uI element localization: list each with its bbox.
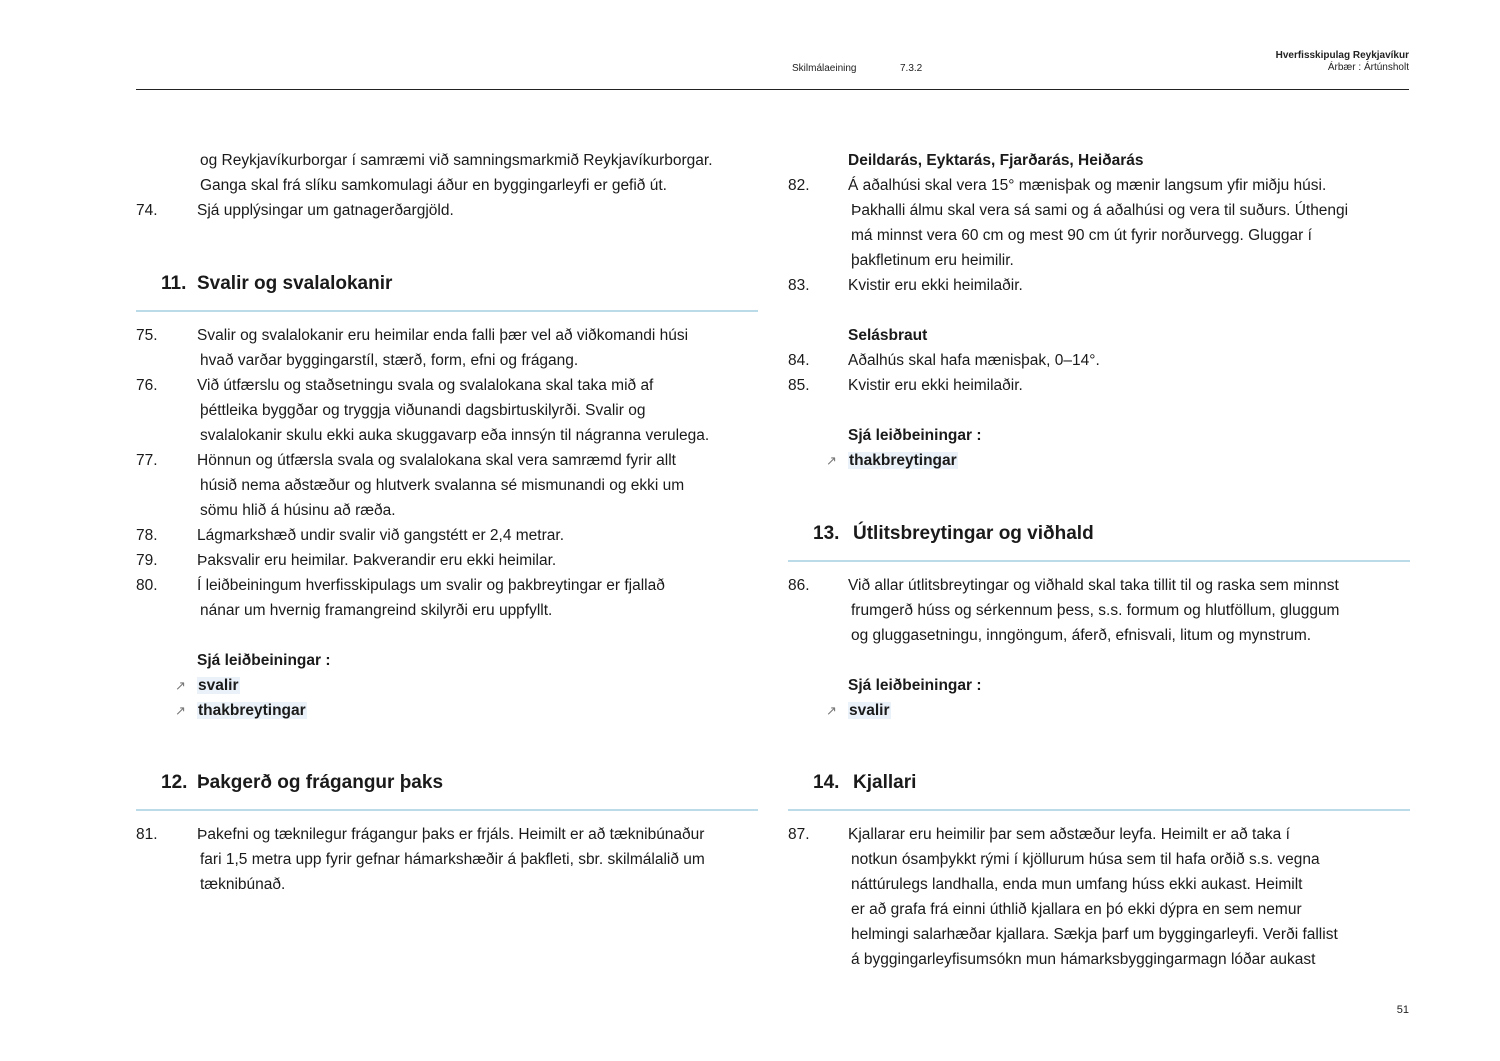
item-text-line: Þaksvalir eru heimilar. Þakverandir eru ekki heimilar. bbox=[197, 552, 557, 569]
section-rule bbox=[136, 809, 758, 811]
item-number: 77. bbox=[136, 452, 158, 469]
item-text-line: helmingi salarhæðar kjallara. Sækja þarf um byggingarleyfi. Verði fallist bbox=[851, 926, 1338, 943]
item-number: 84. bbox=[788, 352, 810, 369]
section-rule bbox=[788, 809, 1410, 811]
item-text-line: Svalir og svalalokanir eru heimilar enda falli þær vel að viðkomandi húsi bbox=[197, 327, 689, 344]
item-number: 83. bbox=[788, 277, 810, 294]
item-text-line: Aðalhús skal hafa mænisþak, 0–14°. bbox=[848, 352, 1100, 369]
item-text-line: sömu hlið á húsinu að ræða. bbox=[200, 502, 396, 519]
external-link-arrow-icon: ↗ bbox=[826, 703, 837, 718]
item-text-line: nánar um hvernig framangreind skilyrði eru uppfyllt. bbox=[200, 602, 553, 619]
section-heading: Þakgerð og frágangur þaks bbox=[197, 772, 444, 793]
item-text-line: Hönnun og útfærsla svala og svalalokana skal vera samræmd fyrir allt bbox=[197, 452, 676, 469]
item-text-line: náttúrulegs landhalla, enda mun umfang húss ekki aukast. Heimilt bbox=[851, 876, 1303, 893]
item-text-line: hvað varðar byggingarstíl, stærð, form, efni og frágang. bbox=[200, 352, 579, 369]
external-link-arrow-icon: ↗ bbox=[175, 703, 186, 718]
item-text-line: Kvistir eru ekki heimilaðir. bbox=[848, 377, 1023, 394]
item-number: 79. bbox=[136, 552, 158, 569]
guideline-link[interactable] bbox=[197, 673, 240, 698]
see-guidelines-label: Sjá leiðbeiningar : bbox=[848, 427, 982, 444]
section-number: 14. bbox=[813, 772, 840, 793]
item-number: 81. bbox=[136, 826, 158, 843]
guideline-link-text[interactable]: thakbreytingar bbox=[198, 702, 306, 719]
item-text-line: svalalokanir skulu ekki auka skuggavarp eða innsýn til nágranna verulega. bbox=[200, 427, 710, 444]
see-guidelines-label: Sjá leiðbeiningar : bbox=[197, 652, 331, 669]
section-heading: Kjallari bbox=[853, 772, 917, 793]
item-number: 80. bbox=[136, 577, 158, 594]
section-rule bbox=[788, 560, 1410, 562]
subheading: Deildarás, Eyktarás, Fjarðarás, Heiðarás bbox=[848, 152, 1144, 169]
item-text-line: Lágmarkshæð undir svalir við gangstétt er 2,4 metrar. bbox=[197, 527, 565, 544]
external-link-arrow-icon: ↗ bbox=[826, 453, 837, 468]
section-number: 11. bbox=[161, 273, 187, 294]
guideline-link[interactable] bbox=[848, 698, 891, 723]
header-subtitle: Árbær : Ártúnsholt bbox=[1327, 62, 1409, 73]
item-number: 78. bbox=[136, 527, 158, 544]
item-text-line: frumgerð húss og sérkennum þess, s.s. formum og hlutföllum, gluggum bbox=[851, 602, 1340, 619]
intro-line: Ganga skal frá slíku samkomulagi áður en byggingarleyfi er gefið út. bbox=[200, 177, 667, 194]
section-number: 12. bbox=[161, 772, 188, 793]
section-heading: Svalir og svalalokanir bbox=[197, 273, 393, 294]
guideline-link-text[interactable]: svalir bbox=[849, 702, 890, 719]
item-number: 75. bbox=[136, 327, 158, 344]
item-text-line: Sjá upplýsingar um gatnagerðargjöld. bbox=[197, 202, 454, 219]
header-section: Skilmálaeining bbox=[792, 63, 857, 74]
header-title: Hverfisskipulag Reykjavíkur bbox=[1275, 50, 1409, 61]
item-number: 87. bbox=[788, 826, 810, 843]
guideline-link[interactable] bbox=[197, 698, 307, 723]
see-guidelines-label: Sjá leiðbeiningar : bbox=[848, 677, 982, 694]
guideline-link-text[interactable]: svalir bbox=[198, 677, 239, 694]
item-text-line: má minnst vera 60 cm og mest 90 cm út fyrir norðurvegg. Gluggar í bbox=[851, 227, 1312, 244]
guideline-link-text[interactable]: thakbreytingar bbox=[849, 452, 957, 469]
item-text-line: Kjallarar eru heimilir þar sem aðstæður leyfa. Heimilt er að taka í bbox=[848, 826, 1290, 843]
item-number: 74. bbox=[136, 202, 158, 219]
item-text-line: Á aðalhúsi skal vera 15° mænisþak og mænir langsum yfir miðju húsi. bbox=[848, 177, 1327, 194]
item-number: 86. bbox=[788, 577, 810, 594]
item-text-line: notkun ósamþykkt rými í kjöllurum húsa sem til hafa orðið s.s. vegna bbox=[851, 851, 1320, 868]
item-text-line: húsið nema aðstæður og hlutverk svalanna sé mismunandi og ekki um bbox=[200, 477, 685, 494]
item-text-line: er að grafa frá einni úthlið kjallara en þó ekki dýpra en sem nemur bbox=[851, 901, 1302, 918]
item-number: 85. bbox=[788, 377, 810, 394]
item-text-line: fari 1,5 metra upp fyrir gefnar hámarkshæðir á þakfleti, sbr. skilmálalið um bbox=[200, 851, 705, 868]
item-text-line: tæknibúnað. bbox=[200, 876, 286, 893]
section-heading: Útlitsbreytingar og viðhald bbox=[853, 523, 1094, 544]
item-number: 82. bbox=[788, 177, 810, 194]
section-rule bbox=[136, 310, 758, 312]
item-text-line: Í leiðbeiningum hverfisskipulags um svalir og þakbreytingar er fjallað bbox=[197, 577, 665, 594]
item-text-line: Kvistir eru ekki heimilaðir. bbox=[848, 277, 1023, 294]
item-text-line: á byggingarleyfisumsókn mun hámarksbyggingarmagn lóðar aukast bbox=[851, 951, 1316, 968]
item-number: 76. bbox=[136, 377, 158, 394]
guideline-link[interactable] bbox=[848, 448, 958, 473]
item-text-line: og gluggasetningu, inngöngum, áferð, efnisvali, litum og mynstrum. bbox=[851, 627, 1312, 644]
external-link-arrow-icon: ↗ bbox=[175, 678, 186, 693]
header-section-number: 7.3.2 bbox=[900, 63, 923, 74]
page-number: 51 bbox=[1396, 1004, 1409, 1016]
item-text-line: Þakefni og tæknilegur frágangur þaks er frjáls. Heimilt er að tæknibúnaður bbox=[197, 826, 705, 843]
item-text-line: þéttleika byggðar og tryggja viðunandi dagsbirtuskilyrði. Svalir og bbox=[200, 402, 646, 419]
item-text-line: Þakhalli álmu skal vera sá sami og á aðalhúsi og vera til suðurs. Úthengi bbox=[851, 202, 1349, 219]
item-text-line: þakfletinum eru heimilir. bbox=[851, 252, 1014, 269]
item-text-line: Við allar útlitsbreytingar og viðhald skal taka tillit til og raska sem minnst bbox=[848, 577, 1339, 594]
intro-line: og Reykjavíkurborgar í samræmi við samningsmarkmið Reykjavíkurborgar. bbox=[200, 152, 713, 169]
subheading: Selásbraut bbox=[848, 327, 928, 344]
section-number: 13. bbox=[813, 523, 840, 544]
item-text-line: Við útfærslu og staðsetningu svala og svalalokana skal taka mið af bbox=[197, 377, 654, 394]
header-rule bbox=[136, 89, 1409, 90]
